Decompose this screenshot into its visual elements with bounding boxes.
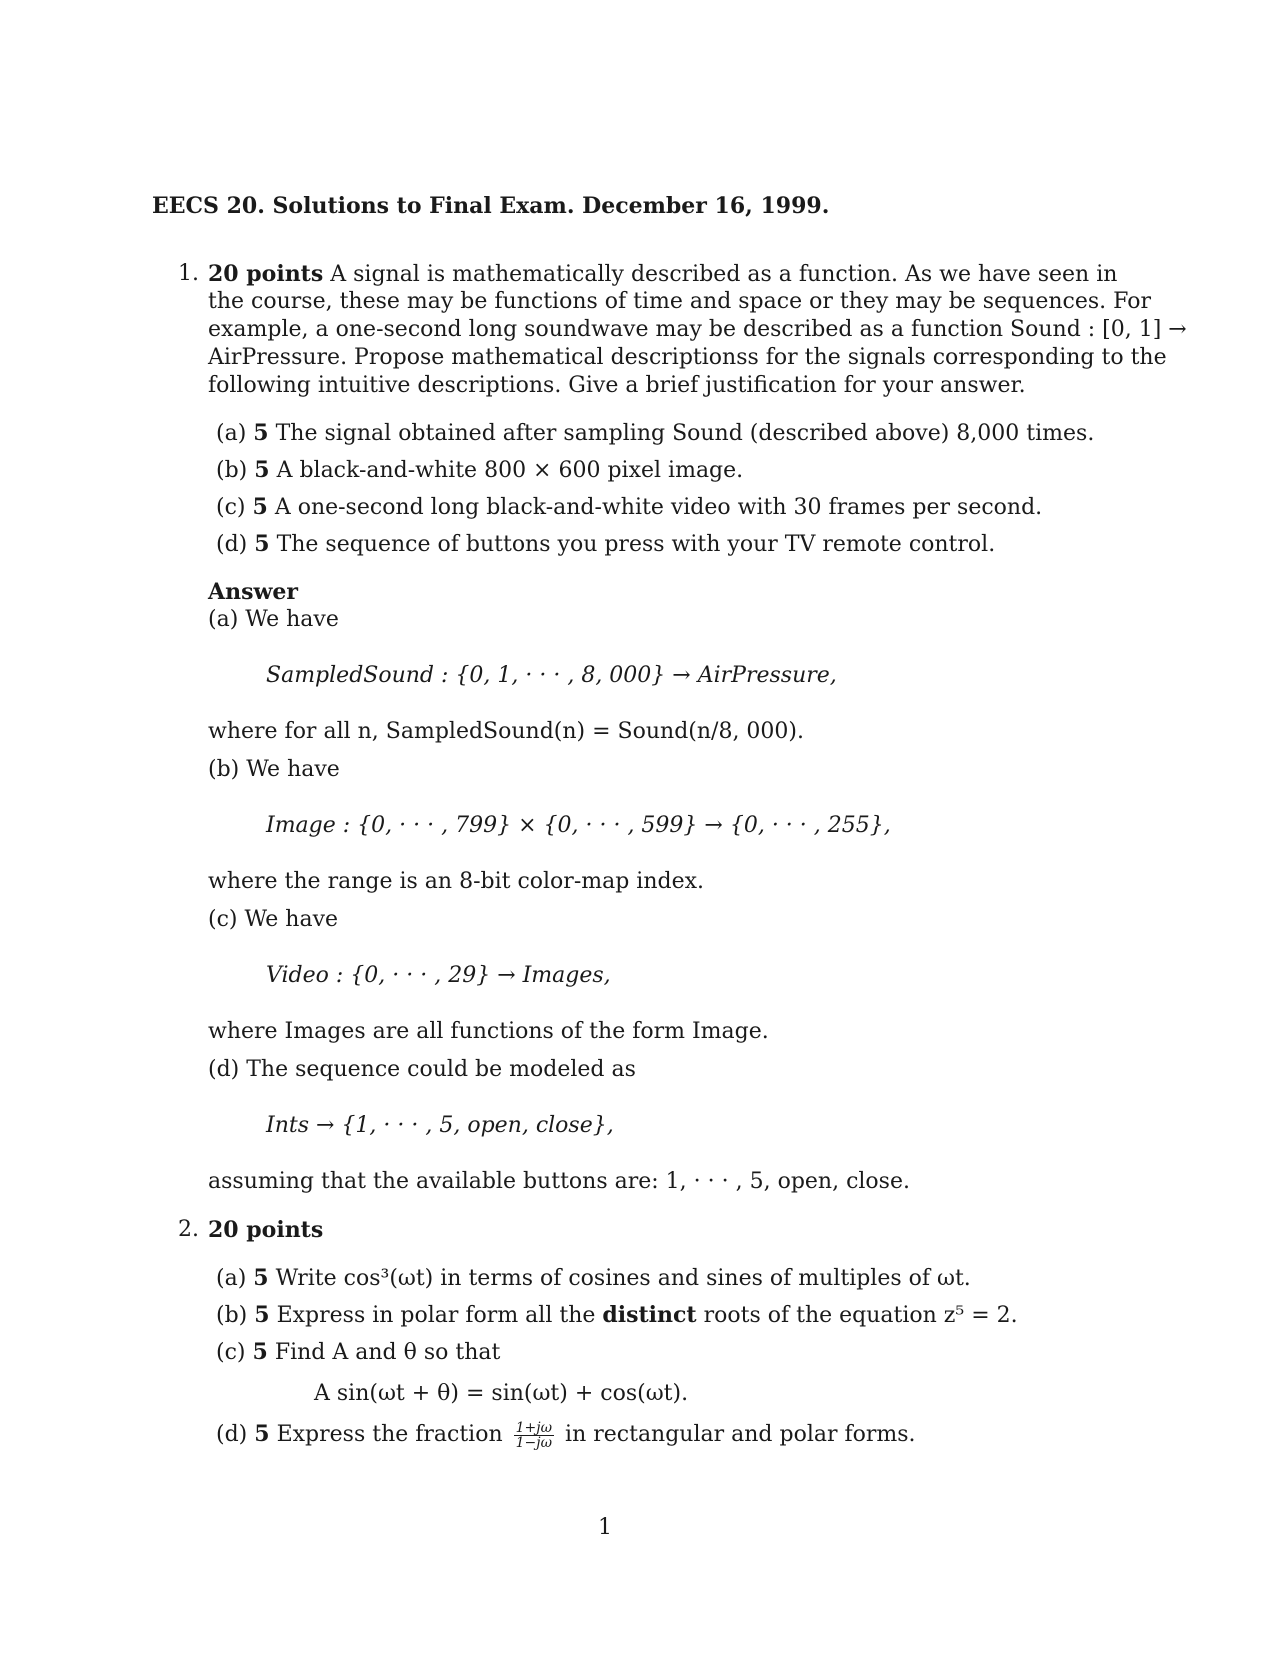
q2-part-c-points: 5 [252, 1339, 268, 1365]
q1-prompt-line-5: following intuitive descriptions. Give a brief justification for your answer. [208, 373, 1026, 398]
fraction-denominator: 1−jω [515, 1434, 553, 1451]
answer-d-equation: Ints → {1, · · · , 5, open, close}, [266, 1113, 614, 1138]
answer-b-note: where the range is an 8-bit color-map index. [208, 869, 705, 894]
q1-prompt-text-1: A signal is mathematically described as a function. As we have seen in [330, 262, 1118, 287]
q1-part-a-label: (a) [216, 421, 247, 446]
q2-part-c-text: Find A and θ so that [274, 1340, 501, 1365]
q1-part-c [216, 493, 1042, 522]
q1-prompt-line-1 [208, 260, 1117, 289]
q2-part-d-text-pre: Express the fraction [276, 1422, 503, 1447]
page-title: EECS 20. Solutions to Final Exam. December 16, 1999. [152, 193, 830, 219]
q2-part-a-points: 5 [253, 1265, 269, 1291]
q2-part-d [216, 1420, 916, 1450]
answer-d-intro: (d) The sequence could be modeled as [208, 1057, 636, 1082]
q2-part-d-label: (d) [216, 1422, 248, 1447]
q2-part-b-text-post: roots of the equation z⁵ = 2. [703, 1303, 1018, 1328]
q1-part-c-text: A one-second long black-and-white video with 30 frames per second. [274, 495, 1043, 520]
q2-part-d-fraction [514, 1421, 554, 1450]
answer-b-intro: (b) We have [208, 757, 340, 782]
q1-part-b-text: A black-and-white 800 × 600 pixel image. [276, 458, 744, 483]
q2-part-c-equation: A sin(ωt + θ) = sin(ωt) + cos(ωt). [314, 1381, 689, 1406]
q1-points: 20 points [208, 261, 324, 287]
answer-d-note: assuming that the available buttons are: 1, · · · , 5, open, close. [208, 1169, 910, 1194]
fraction-numerator: 1+jω [515, 1419, 553, 1436]
q1-part-c-points: 5 [252, 494, 268, 520]
q2-part-d-points: 5 [254, 1421, 270, 1447]
answer-a-intro: (a) We have [208, 607, 339, 632]
q2-part-b-label: (b) [216, 1303, 248, 1328]
q2-part-a-text: Write cos³(ωt) in terms of cosines and sines of multiples of ωt. [275, 1266, 971, 1291]
q1-prompt-line-3: example, a one-second long soundwave may be described as a function Sound : [0, 1] → [208, 317, 1187, 342]
q1-part-c-label: (c) [216, 495, 246, 520]
q1-part-d-label: (d) [216, 532, 248, 557]
q2-part-b-text-pre: Express in polar form all the [276, 1303, 596, 1328]
q1-number: 1. [178, 261, 199, 286]
q2-points: 20 points [208, 1217, 324, 1243]
answer-b-equation: Image : {0, · · · , 799} × {0, · · · , 599} → {0, · · · , 255}, [266, 813, 891, 838]
q1-part-d [216, 530, 995, 559]
q2-part-b-points: 5 [254, 1302, 270, 1328]
page-number: 1 [598, 1515, 612, 1540]
q2-part-c [216, 1338, 500, 1367]
answer-c-equation: Video : {0, · · · , 29} → Images, [266, 963, 611, 988]
answer-a-equation: SampledSound : {0, 1, · · · , 8, 000} → AirPressure, [266, 663, 837, 688]
q1-prompt-line-4: AirPressure. Propose mathematical descriptionss for the signals corresponding to the [208, 345, 1167, 370]
q2-part-d-text-post: in rectangular and polar forms. [565, 1422, 916, 1447]
q2-number: 2. [178, 1217, 199, 1242]
answer-heading: Answer [208, 579, 298, 605]
q2-part-a [216, 1264, 971, 1293]
q1-part-a-points: 5 [253, 420, 269, 446]
q1-part-a [216, 419, 1094, 448]
q2-part-b-bold-word: distinct [602, 1302, 697, 1328]
q2-part-b [216, 1301, 1018, 1330]
q1-part-a-text: The signal obtained after sampling Sound (described above) 8,000 times. [275, 421, 1095, 446]
q1-prompt-line-2: the course, these may be functions of time and space or they may be sequences. For [208, 289, 1151, 314]
q2-part-a-label: (a) [216, 1266, 247, 1291]
q2-part-c-label: (c) [216, 1340, 246, 1365]
q1-part-b-label: (b) [216, 458, 248, 483]
answer-c-note: where Images are all functions of the form Image. [208, 1019, 769, 1044]
q1-part-b [216, 456, 743, 485]
answer-a-note: where for all n, SampledSound(n) = Sound(n/8, 000). [208, 719, 804, 744]
q1-part-d-points: 5 [254, 531, 270, 557]
answer-c-intro: (c) We have [208, 907, 339, 932]
q1-part-b-points: 5 [254, 457, 270, 483]
q1-part-d-text: The sequence of buttons you press with your TV remote control. [276, 532, 996, 557]
